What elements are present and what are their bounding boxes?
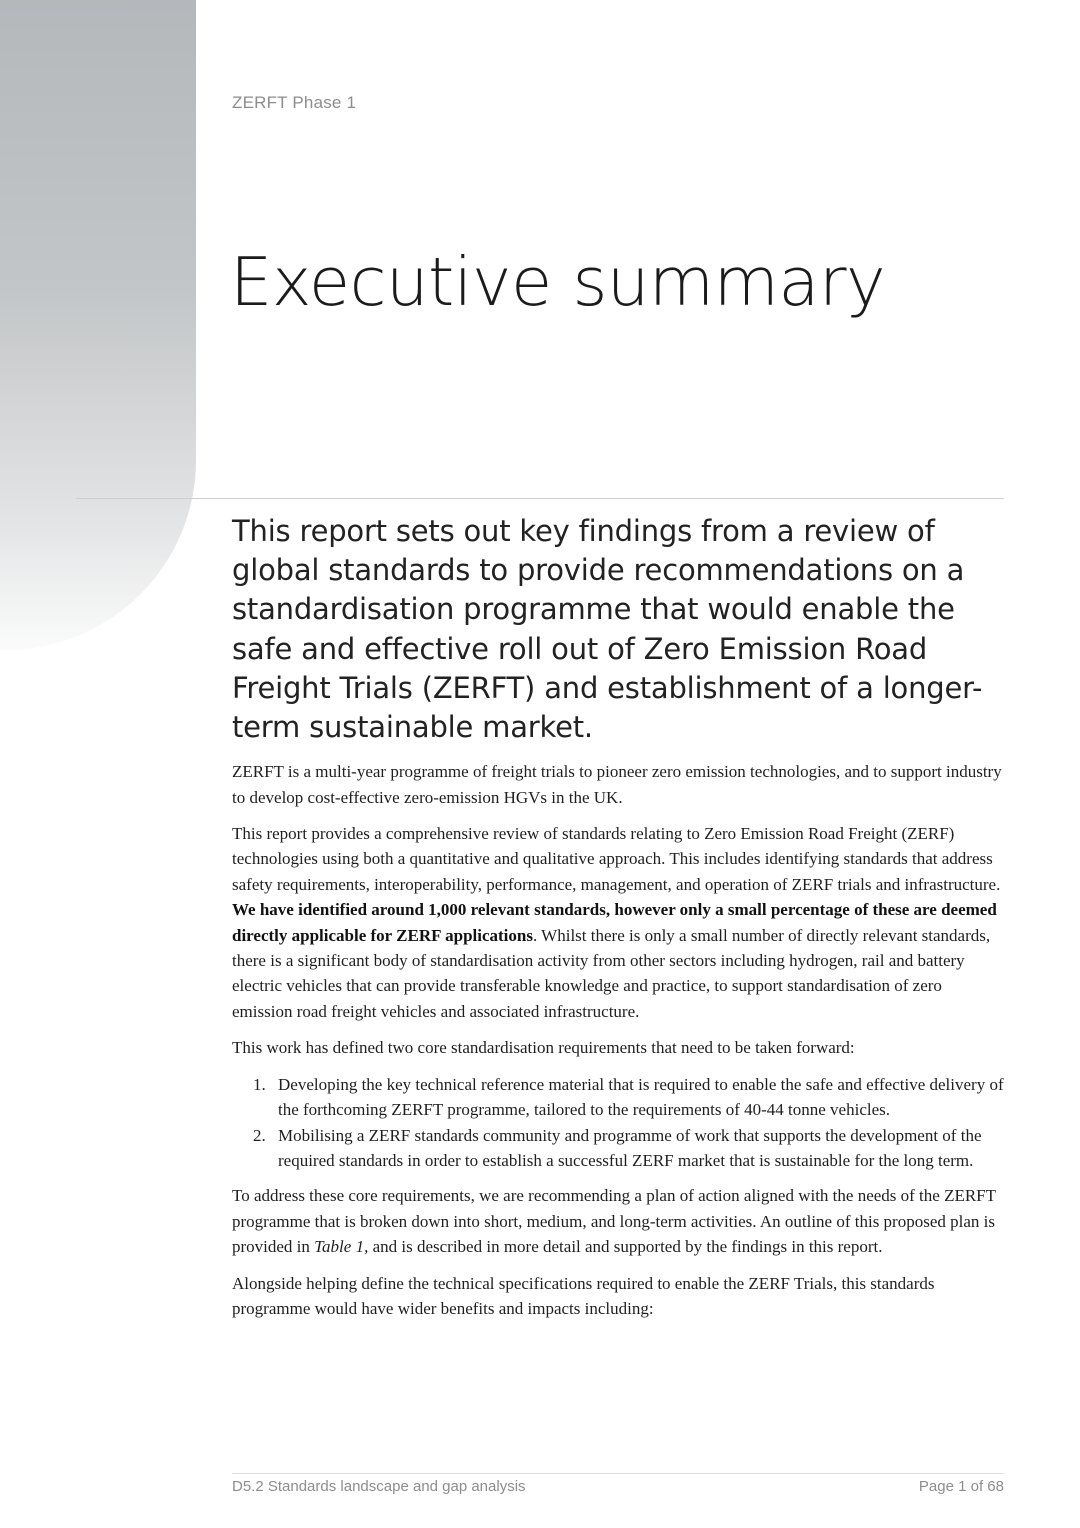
paragraph-programme-intro: ZERFT is a multi-year programme of freight trials to pioneer zero emission technologies, and to support industry to develop cost-effective zero-emission HGVs in the UK. bbox=[232, 762, 1002, 807]
paragraph-core-requirements-intro: This work has defined two core standardisation requirements that need to be taken forward: bbox=[232, 1038, 855, 1058]
section-divider bbox=[76, 498, 1004, 499]
decorative-side-band bbox=[0, 0, 196, 650]
footer-divider bbox=[232, 1473, 1004, 1474]
main-content bbox=[232, 512, 1004, 1332]
review-overview-text: This report provides a comprehensive review of standards relating to Zero Emission Road Freight (ZERF) technologies using both a quantitative and qualitative approach. This includes identifying standards that address safety requirements, interoperability, performance, management, and operation of ZERF trials and infrastructure. bbox=[232, 824, 1001, 894]
list-item: 2. Mobilising a ZERF standards community and programme of work that supports the development of the required standards in order to establish a successful ZERF market that is sustainable for the long term. bbox=[270, 1123, 1004, 1174]
action-plan-text: To address these core requirements, we are recommending a plan of action aligned with the needs of the ZERFT programme that is broken down into short, medium, and long-term activities. An outline of this proposed plan is provided in bbox=[232, 1186, 996, 1257]
lead-paragraph: This report sets out key findings from a review of global standards to provide recommendations on a standardisation programme that would enable the safe and effective roll out of Zero Emission Road Freight Trials (ZERFT) and establishment of a longer-term sustainable market. bbox=[232, 514, 983, 745]
key-finding-highlight: We have identified around 1,000 relevant standards, however only a small percentage of these are deemed directly applicable for ZERF applications bbox=[232, 900, 997, 945]
list-item: 1. Developing the key technical reference material that is required to enable the safe and effective delivery of the forthcoming ZERFT programme, tailored to the requirements of 40-44 tonne vehicles. bbox=[270, 1072, 1004, 1123]
footer-page-number: Page 1 of 68 bbox=[918, 1478, 1004, 1495]
paragraph-wider-benefits: Alongside helping define the technical specifications required to enable the ZERF Trials, this standards programme would have wider benefits and impacts including: bbox=[232, 1273, 935, 1318]
paragraph-action-plan bbox=[232, 1183, 1004, 1259]
table-reference: Table 1, bbox=[314, 1237, 369, 1257]
review-overview-continued: . Whilst there is only a small number of directly relevant standards, there is a significant body of standardisation activity from other sectors including hydrogen, rail and battery electric vehicles that can provide transferable knowledge and practice, to support standardisation of zero emission road freight vehicles and associated infrastructure. bbox=[232, 925, 991, 1021]
running-header: ZERFT Phase 1 bbox=[232, 93, 357, 112]
footer-document-title: D5.2 Standards landscape and gap analysis bbox=[232, 1478, 526, 1495]
page-title: Executive summary bbox=[230, 243, 886, 321]
paragraph-review-overview bbox=[232, 821, 1004, 1024]
core-requirements-list bbox=[232, 1072, 1004, 1174]
action-plan-continued: and is described in more detail and supported by the findings in this report. bbox=[368, 1237, 883, 1257]
